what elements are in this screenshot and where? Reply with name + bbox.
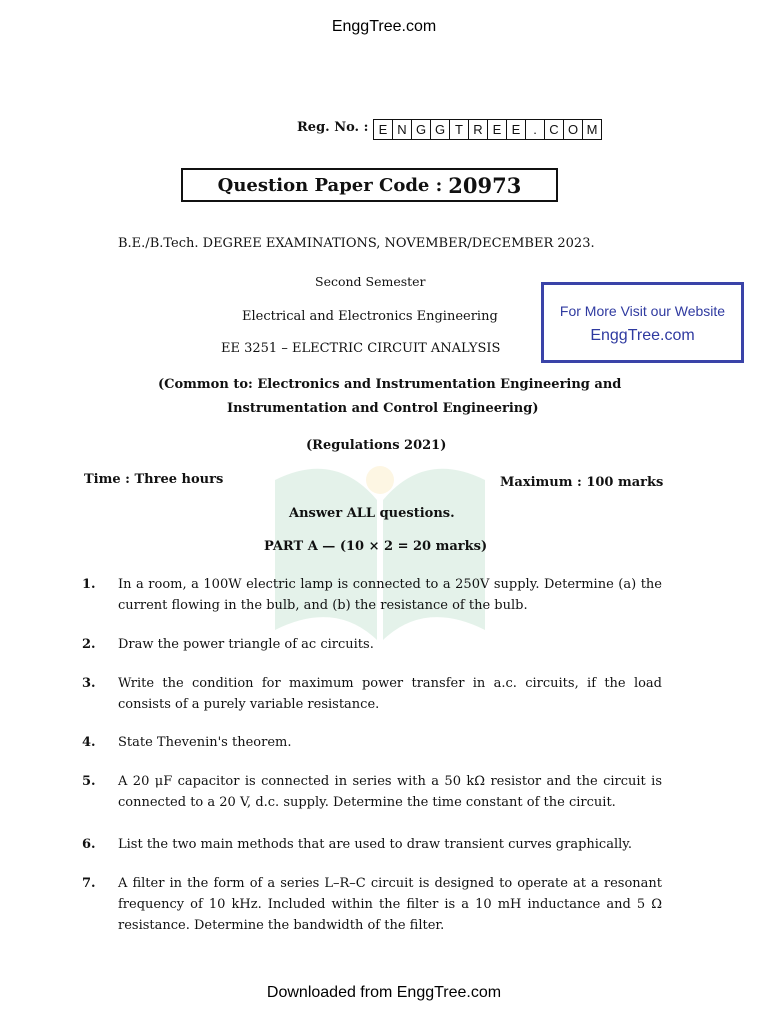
website-promo-box[interactable]: [541, 282, 744, 363]
question-number: 6.: [82, 837, 96, 852]
question-item: [82, 834, 662, 855]
reg-no-box: G: [431, 120, 450, 139]
reg-no-box: G: [412, 120, 431, 139]
question-item: [82, 771, 662, 813]
question-number: 1.: [82, 577, 96, 592]
question-item: [82, 732, 662, 753]
question-number: 5.: [82, 774, 96, 789]
question-text: Draw the power triangle of ac circuits.: [118, 637, 374, 652]
reg-no-box: O: [564, 120, 583, 139]
course-title: EE 3251 – ELECTRIC CIRCUIT ANALYSIS: [221, 341, 501, 356]
question-item: [82, 634, 662, 655]
promo-line-1: For More Visit our Website: [559, 303, 726, 319]
question-text: List the two main methods that are used to draw transient curves graphically.: [118, 837, 633, 852]
common-to-line-2: Instrumentation and Control Engineering): [227, 401, 539, 416]
reg-no-box: E: [374, 120, 393, 139]
reg-no-box: .: [526, 120, 545, 139]
promo-line-2: EnggTree.com: [590, 327, 695, 344]
part-a-heading: PART A — (10 × 2 = 20 marks): [264, 539, 488, 554]
branch: Electrical and Electronics Engineering: [242, 309, 498, 324]
reg-no-box: C: [545, 120, 564, 139]
question-item: [82, 574, 662, 616]
reg-no-box: E: [507, 120, 526, 139]
site-header: EnggTree.com: [331, 18, 437, 35]
common-to-line-1: (Common to: Electronics and Instrumentation Engineering and: [158, 377, 622, 392]
question-number: 4.: [82, 735, 96, 750]
time-allowed: Time : Three hours: [84, 472, 224, 487]
reg-no-box: R: [469, 120, 488, 139]
question-item: [82, 873, 662, 936]
maximum-marks: Maximum : 100 marks: [500, 475, 664, 490]
reg-no-box: E: [488, 120, 507, 139]
download-footer: Downloaded from EnggTree.com: [266, 984, 502, 1001]
question-text: Write the condition for maximum power transfer in a.c. circuits, if the load consists of a purely variable resistance.: [118, 676, 662, 712]
question-paper-code-box: [181, 168, 558, 202]
reg-no-box: N: [393, 120, 412, 139]
semester: Second Semester: [315, 274, 426, 289]
regulations: (Regulations 2021): [306, 438, 447, 453]
question-number: 7.: [82, 876, 96, 891]
question-text: In a room, a 100W electric lamp is connected to a 250V supply. Determine (a) the current flowing in the bulb, and (b) the resistance of the bulb.: [118, 577, 662, 613]
question-text: A 20 μF capacitor is connected in series with a 50 kΩ resistor and the circuit is connected to a 20 V, d.c. supply. Determine the time constant of the circuit.: [118, 774, 662, 810]
question-number: 2.: [82, 637, 96, 652]
question-text: A filter in the form of a series L–R–C circuit is designed to operate at a resonant frequency of 10 kHz. Included within the filter is a 10 mH inductance and 5 Ω resistance. Determine the bandwidth of the filter.: [118, 876, 662, 933]
reg-no-box: M: [586, 122, 598, 137]
reg-no-boxes: [373, 119, 602, 140]
exam-title: B.E./B.Tech. DEGREE EXAMINATIONS, NOVEMBER/DECEMBER 2023.: [118, 236, 595, 251]
question-paper-code: 20973: [448, 172, 522, 198]
reg-no-label: Reg. No. :: [297, 120, 369, 135]
question-item: [82, 673, 662, 715]
answer-all-instruction: Answer ALL questions.: [289, 506, 455, 521]
question-paper-code-label: Question Paper Code :: [217, 174, 443, 196]
question-text: State Thevenin's theorem.: [118, 735, 292, 750]
reg-no-box: T: [450, 120, 469, 139]
question-number: 3.: [82, 676, 96, 691]
